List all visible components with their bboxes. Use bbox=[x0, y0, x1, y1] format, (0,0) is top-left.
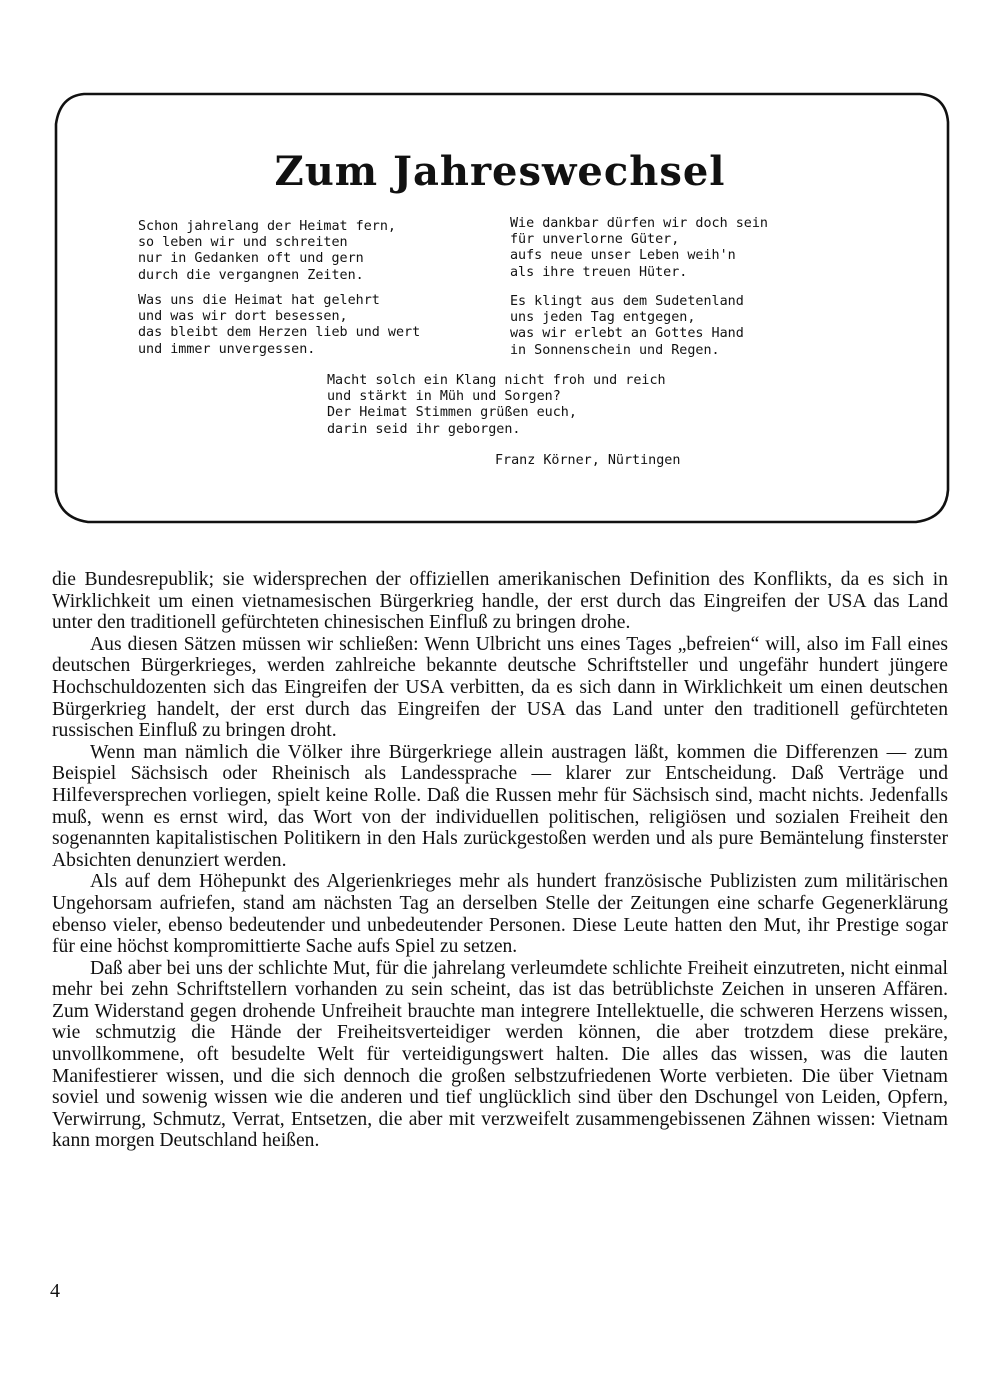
body-paragraph: Wenn man nämlich die Völker ihre Bürgerkriege allein austragen läßt, kommen die Differenzen — zum Beispiel Sächsisch oder Rheinisch als Landessprache — klarer zur Entscheidung. Daß Verträge und Hilfeversprechen vorliegen, spielt keine Rolle. Daß die Russen mehr für Sächsisch sind, macht nichts. Jedenfalls muß, wenn es ernst wird, das Wort von der individuellen politischen, religiösen und sozialen Freiheit den sogenannten kapitalistischen Politikern in den Hals zurückgestoßen werden und als pure Bemäntelung finsterster Absichten denunziert werden. bbox=[52, 741, 948, 871]
poem-line: Macht solch ein Klang nicht froh und reich bbox=[327, 373, 666, 388]
poem-line: und immer unvergessen. bbox=[138, 341, 316, 357]
poem-signature: Franz Körner, Nürtingen bbox=[495, 453, 681, 468]
poem-line: aufs neue unser Leben weih'n bbox=[510, 248, 736, 264]
poem-line: Der Heimat Stimmen grüßen euch, bbox=[327, 405, 577, 421]
poem-line: was wir erlebt an Gottes Hand bbox=[510, 326, 744, 342]
poem-line: und stärkt in Müh und Sorgen? bbox=[327, 389, 561, 405]
body-paragraph: Als auf dem Höhepunkt des Algerienkrieges mehr als hundert französische Publizisten zum militärischen Ungehorsam aufriefen, stand am nächsten Tag an derselben Stelle der Zeitungen eine scharfe Gegenerklärung ebenso vieler, ebenso bedeutender und unbedeutender Personen. Diese Leute hatten den Mut, ihr Prestige sogar für eine höchst kompromittierte Sache aufs Spiel zu setzen. bbox=[52, 871, 948, 958]
poem-line: so leben wir und schreiten bbox=[138, 235, 348, 251]
poem-line: für unverlorne Güter, bbox=[510, 232, 680, 248]
stanza-1 bbox=[138, 219, 396, 284]
poem-line: durch die vergangnen Zeiten. bbox=[138, 267, 364, 283]
stanza-5 bbox=[327, 373, 666, 438]
poem-line: darin seid ihr geborgen. bbox=[327, 421, 521, 437]
poem-line: in Sonnenschein und Regen. bbox=[510, 342, 720, 358]
stanza-2 bbox=[510, 216, 768, 281]
stanza-4 bbox=[510, 294, 744, 359]
body-paragraph: die Bundesrepublik; sie widersprechen der offiziellen amerikanischen Definition des Konflikts, da es sich in Wirklichkeit um einen vietnamesischen Bürgerkrieg handle, der erst durch das Eingreifen der USA das Land unter den traditionell gefürchteten chinesischen Einfluß zu bringen drohe. bbox=[52, 569, 948, 634]
poem-line: Es klingt aus dem Sudetenland bbox=[510, 294, 744, 309]
stanza-3 bbox=[138, 293, 420, 358]
body-paragraph: Daß aber bei uns der schlichte Mut, für die jahrelang verleumdete schlichte Freiheit einzutreten, nicht einmal mehr bei zehn Schriftstellern vorhanden zu sein scheint, das ist das betrüblichste Zeichen in unseren Affären. Zum Widerstand gegen drohende Unfreiheit brauchte man integrere Intellektuelle, die schweren Herzens wissen, wie schmutzig die Hände der Freiheitsverteidiger werden können, die aber trotzdem diese prekäre, unvollkommene, oft besudelte Welt für verteidigungswert halten. Die alles das wissen, was die lauten Manifestierer wissen, und die sich dennoch die großen selbstzufriedenen Worte verbieten. Die über Vietnam soviel und sowenig wissen wie die anderen und tief unglücklich sind über den Dschungel von Leiden, Opfern, Verwirrung, Schmutz, Verrat, Entsetzen, die aber mit verzweifelt zusammengebissenen Zähnen wissen: Vietnam kann morgen Deutschland heißen. bbox=[52, 957, 948, 1152]
article-body bbox=[52, 569, 948, 1152]
poem-title: Zum Jahreswechsel bbox=[274, 148, 726, 195]
poem-line: Schon jahrelang der Heimat fern, bbox=[138, 219, 396, 234]
poem-line: Wie dankbar dürfen wir doch sein bbox=[510, 216, 768, 231]
poem-line: uns jeden Tag entgegen, bbox=[510, 310, 696, 326]
page-number: 4 bbox=[50, 1280, 60, 1302]
poem-line: das bleibt dem Herzen lieb und wert bbox=[138, 325, 421, 341]
poem-line: und was wir dort besessen, bbox=[138, 309, 348, 325]
poem-line: nur in Gedanken oft und gern bbox=[138, 251, 364, 267]
poem-line: Was uns die Heimat hat gelehrt bbox=[138, 293, 380, 308]
body-paragraph: Aus diesen Sätzen müssen wir schließen: Wenn Ulbricht uns eines Tages „befreien“ will, also im Fall eines deutschen Bürgerkrieges, werden zahlreiche bekannte deutsche Schriftsteller und ungefähr hundert jüngere Hochschuldozenten sich das Eingreifen der USA verbitten, da es sich dann in Wirklichkeit um einen deutschen Bürgerkrieg handelt, der erst durch das Eingreifen der USA das Land unter den traditionell gefürchteten russischen Einfluß zu bringen droht. bbox=[52, 633, 948, 742]
poem-line: als ihre treuen Hüter. bbox=[510, 264, 688, 280]
